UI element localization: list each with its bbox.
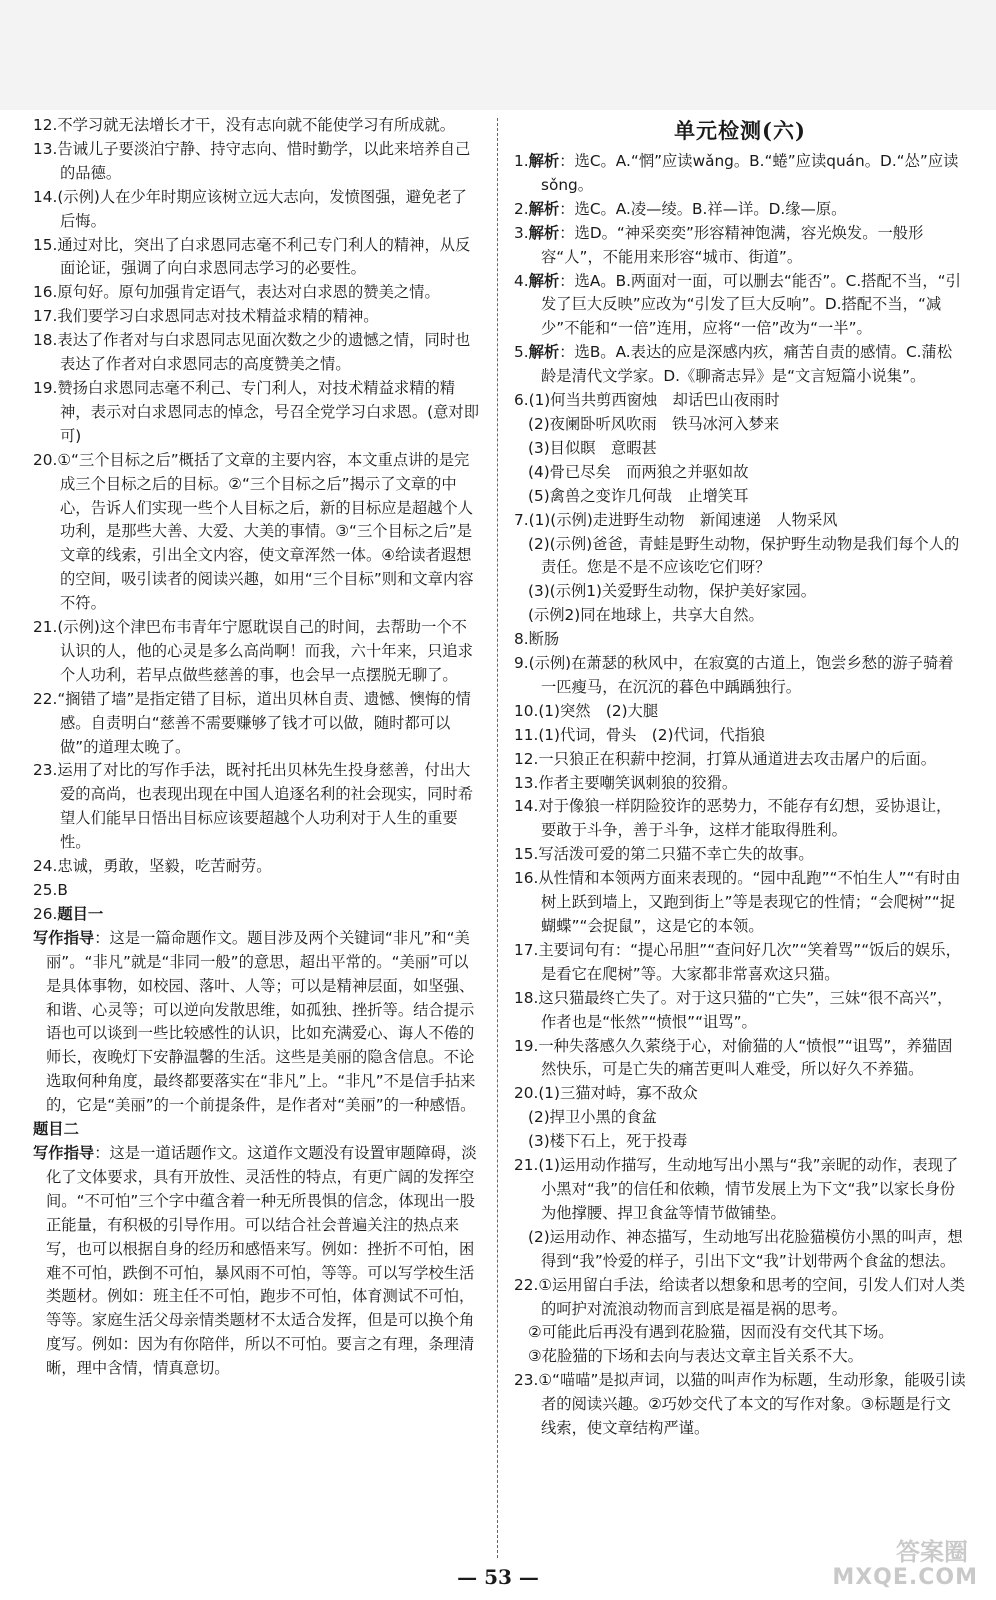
answer-subitem: (示例2)同在地球上，共享大自然。 bbox=[528, 606, 764, 625]
answer-item: 16.从性情和本领两方面来表现的。“园中乱跑”“不怕生人”“有时由树上跃到墙上，又跑到街上”等是表现它的性情；“会爬树”“捉蝴蝶”“会捉鼠”，这是它的本领。 bbox=[514, 869, 961, 935]
answer-item: 23.①“喵喵”是拟声词，以猫的叫声作为标题，生动形象，能吸引读者的阅读兴趣。②巧妙交代了本文的写作对象。③标题是行文线索，使文章结构严谨。 bbox=[514, 1371, 966, 1438]
answer-item: 14.对于像狼一样阴险狡诈的恶势力，不能存有幻想，妥协退让，要敢于斗争，善于斗争，这样才能取得胜利。 bbox=[514, 797, 952, 840]
answer-subitem: (3)目似瞑 意暇甚 bbox=[528, 438, 657, 457]
answer-item: 10.(1)突然 (2)大腿 bbox=[514, 701, 659, 720]
answer-item: 7.(1)(示例)走进野生动物 新闻速递 人物采风 bbox=[514, 510, 838, 529]
answer-item: 2.解析：选C。A.凌—绫。B.祥—详。D.缘—原。 bbox=[514, 199, 847, 218]
answer-item: 22.“搁错了墙”是指定错了目标，道出贝林自责、遗憾、懊悔的情感。自责明白“慈善不需要赚够了钱才可以做，随时都可以做”的道理太晚了。 bbox=[33, 689, 471, 756]
answer-subitem: (3)(示例1)关爱野生动物，保护美好家园。 bbox=[528, 582, 817, 601]
answer-item: 18.表达了作者对与白求恩同志见面次数之少的遗憾之情，同时也表达了作者对白求恩同志的高度赞美之情。 bbox=[33, 331, 471, 374]
answer-item: 24.忠诚，勇敢，坚毅，吃苦耐劳。 bbox=[33, 857, 272, 876]
page-number: — 53 — bbox=[457, 1565, 539, 1589]
answer-item: 22.①运用留白手法，给读者以想象和思考的空间，引发人们对人类的呵护对流浪动物而言到底是福是祸的思考。 bbox=[514, 1275, 966, 1318]
answer-item: 15.写活泼可爱的第二只猫不幸亡失的故事。 bbox=[514, 845, 814, 864]
right-answer-list bbox=[514, 150, 966, 1441]
answer-item: 13.作者主要嘲笑讽刺狼的狡猾。 bbox=[514, 773, 738, 792]
answer-subitem: (2)夜阑卧听风吹雨 铁马冰河入梦来 bbox=[528, 414, 780, 433]
answer-item: 12.不学习就无法增长才干，没有志向就不能使学习有所成就。 bbox=[33, 116, 456, 134]
answer-item: 4.解析：选A。B.两面对一面，可以删去“能否”。C.搭配不当，“引发了巨大反映”应改为“引发了巨大反响”。D.搭配不当，“减少”不能和“一倍”连用，应将“一倍”改为“一半”。 bbox=[514, 271, 961, 338]
scan-top-band bbox=[0, 0, 996, 110]
answer-item: 26.题目一 bbox=[33, 904, 104, 923]
answer-subitem: (4)骨已尽矣 而两狼之并驱如故 bbox=[528, 462, 749, 481]
answer-item: 12.一只狼正在积薪中挖洞，打算从通道进去攻击屠户的后面。 bbox=[514, 749, 937, 768]
essay-guide-1: 写作指导：这是一篇命题作文。题目涉及两个关键词“非凡”和“美丽”。“非凡”就是“非同一般”的意思，超出平常的。“美丽”可以是具体事物，如校园、落叶、人等；可以是精神层面，如坚强、和谐、心灵等；可以逆向发散思维，如孤独、挫折等。结合提示语也可以谈到一些比较感性的认识，比如充满爱心、诲人不倦的师长，夜晚灯下安静温馨的生活。这些是美丽的隐含信息。不论选取何种角度，最终都要落实在“非凡”上。“非凡”不是信手拈来的，它是“美丽”的一个前提条件，是作者对“美丽”的一种感悟。 bbox=[33, 928, 476, 1115]
answer-item: 11.(1)代词，骨头 (2)代词，代指狼 bbox=[514, 725, 766, 744]
column-divider bbox=[497, 118, 498, 1558]
unit-test-title: 单元检测(六) bbox=[674, 118, 806, 143]
answer-item: 16.原句好。原句加强肯定语气，表达对白求恩的赞美之情。 bbox=[33, 283, 440, 302]
watermark-logo bbox=[832, 1532, 978, 1590]
answer-item: 14.(示例)人在少年时期应该树立远大志向，发愤图强，避免老了后悔。 bbox=[33, 187, 467, 230]
answer-item: 9.(示例)在萧瑟的秋风中，在寂寞的古道上，饱尝乡愁的游子骑着一匹瘦马，在沉沉的暮色中踽踽独行。 bbox=[514, 654, 954, 696]
answer-item: 19.赞扬白求恩同志毫不利己、专门利人，对技术精益求精的精神，表示对白求恩同志的悼念，号召全党学习白求恩。(意对即可) bbox=[33, 378, 479, 445]
answer-item: 3.解析：选D。“神采奕奕”形容精神饱满，容光焕发。一般形容“人”，不能用来形容“城市、街道”。 bbox=[514, 223, 924, 266]
right-column bbox=[514, 114, 966, 1441]
left-column bbox=[33, 114, 479, 1381]
essay-guide-2: 写作指导：这是一道话题作文。这道作文题没有设置审题障碍，淡化了文体要求，具有开放性、灵活性的特点，有更广阔的发挥空间。“不可怕”三个字中蕴含着一种无所畏惧的信念，体现出一股正能量，有积极的引导作用。可以结合社会普遍关注的热点来写，也可以根据自身的经历和感悟来写。例如：挫折不可怕，困难不可怕，跌倒不可怕，暴风雨不可怕，等等。可以写学校生活类题材。例如：班主任不可怕，跑步不可怕，体育测试不可怕，等等。家庭生活父母亲情类题材不太适合发挥，但是可以换个角度写。例如：因为有你陪伴，所以不可怕。要言之有理，条理清晰，理中含情，情真意切。 bbox=[33, 1143, 477, 1378]
answer-subitem: ③花脸猫的下场和去向与表达文章主旨关系不大。 bbox=[528, 1347, 863, 1366]
watermark-badge: 答案圈 bbox=[896, 1538, 968, 1566]
answer-item: 20.①“三个目标之后”概括了文章的主要内容，本文重点讲的是完成三个目标之后的目标。②“三个目标之后”揭示了文章的中心，告诉人们实现一些个人目标之后，新的目标应是超越个人功利，是那些大善、大爱、大美的事情。③“三个目标之后”是文章的线索，引出全文内容，使文章浑然一体。④给读者遐想的空间，吸引读者的阅读兴趣，如用“三个目标”则和文章内容不符。 bbox=[33, 450, 474, 613]
essay-title-2: 题目二 bbox=[33, 1120, 79, 1139]
answer-item: 17.主要词句有：“提心吊胆”“查问好几次”“笑着骂”“饭后的娱乐，是看它在爬树”等。大家都非常喜欢这只猫。 bbox=[514, 940, 961, 983]
answer-item: 6.(1)何当共剪西窗烛 却话巴山夜雨时 bbox=[514, 391, 780, 410]
watermark-site: MXQE.COM bbox=[832, 1565, 978, 1590]
answer-subitem: (3)楼下石上，死于投毒 bbox=[528, 1132, 688, 1151]
answer-item: 8.断肠 bbox=[514, 630, 560, 649]
answer-subitem: ②可能此后再没有遇到花脸猫，因而没有交代其下场。 bbox=[528, 1323, 894, 1342]
answer-item: 25.B bbox=[33, 881, 68, 899]
answer-item: 21.(1)运用动作描写，生动地写出小黑与“我”亲昵的动作，表现了小黑对“我”的信任和依赖，情节发展上为下文“我”以家长身份为他撑腰、捍卫食盆等情节做铺垫。 bbox=[514, 1156, 959, 1222]
answer-item: 5.解析：选B。A.表达的应是深感内疚，痛苦自责的感情。C.蒲松龄是清代文学家。D.《聊斋志异》是“文言短篇小说集”。 bbox=[514, 343, 953, 386]
answer-item: 19.一种失落感久久萦绕于心，对偷猫的人“愤恨”“诅骂”，养猫固然快乐，可是亡失的痛苦更叫人难受，所以好久不养猫。 bbox=[514, 1036, 953, 1079]
answer-item: 17.我们要学习白求恩同志对技术精益求精的精神。 bbox=[33, 307, 379, 326]
answer-item: 23.运用了对比的写作手法，既衬托出贝林先生投身慈善，付出大爱的高尚，也表现出现在中国人追逐名利的社会现实，同时希望人们能早日悟出目标应该要超越个人功利对于人生的重要性。 bbox=[33, 761, 474, 852]
answer-subitem: (2)(示例)爸爸，青蛙是野生动物，保护野生动物是我们每个人的责任。您是不是不应该吃它们呀？ bbox=[528, 534, 960, 577]
answer-item: 21.(示例)这个津巴布韦青年宁愿耽误自己的时间，去帮助一个不认识的人，他的心灵是多么高尚啊！而我，六十年来，只追求个人功利，若早点做些慈善的事，也会早一点摆脱无聊了。 bbox=[33, 618, 474, 684]
answer-item: 20.(1)三猫对峙，寡不敌众 bbox=[514, 1084, 698, 1103]
answer-subitem: (5)禽兽之变诈几何哉 止增笑耳 bbox=[528, 486, 749, 505]
answer-item: 18.这只猫最终亡失了。对于这只猫的“亡失”，三妹“很不高兴”，作者也是“怅然”“愤恨”“诅骂”。 bbox=[514, 988, 953, 1031]
answer-item: 13.告诫儿子要淡泊宁静、持守志向、惜时勤学，以此来培养自己的品德。 bbox=[33, 139, 471, 182]
answer-item: 15.通过对比，突出了白求恩同志毫不利己专门利人的精神，从反面论证，强调了向白求恩同志学习的必要性。 bbox=[33, 235, 471, 278]
answer-subitem: (2)运用动作、神态描写，生动地写出花脸猫模仿小黑的叫声，想得到“我”怜爱的样子，引出下文“我”计划带两个食盆的想法。 bbox=[528, 1227, 963, 1270]
answer-subitem: (2)捍卫小黑的食盆 bbox=[528, 1108, 657, 1127]
answer-item: 1.解析：选C。A.“惘”应读wǎng。B.“蜷”应读quán。D.“怂”应读sǒng。 bbox=[514, 152, 959, 194]
